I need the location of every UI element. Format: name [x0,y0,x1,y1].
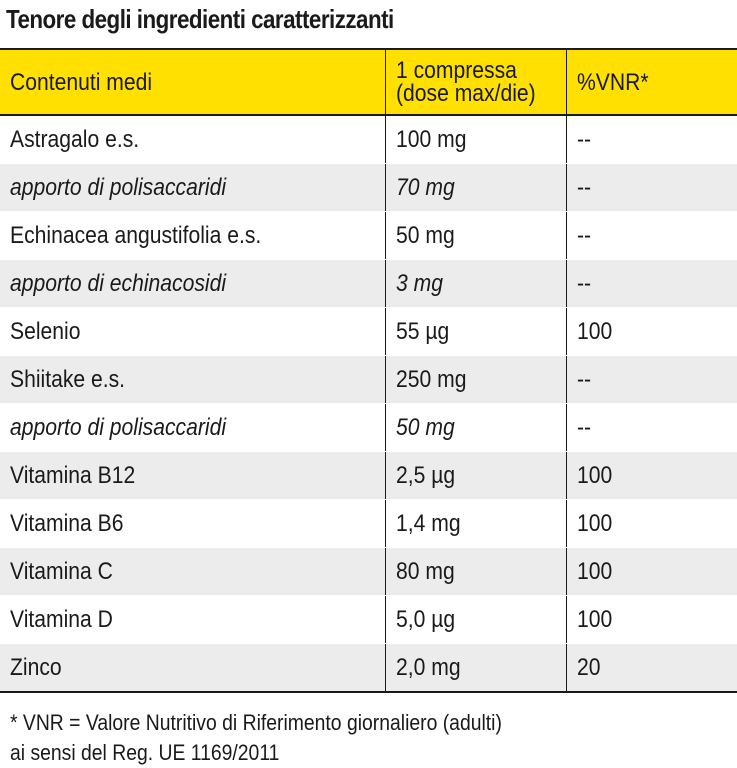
header-row [0,49,737,115]
table-row [0,452,737,500]
amount-cell: 250 mg [385,356,566,404]
table-row [0,308,737,356]
ingredient-name-cell: Vitamina C [0,548,385,596]
amount-cell: 2,5 µg [385,452,566,500]
table-title: Tenore degli ingredienti caratterizzanti [6,4,394,34]
table-row [0,500,737,548]
table-row [0,164,737,212]
ingredient-name-cell: Zinco [0,644,385,693]
vnr-cell: -- [566,356,737,404]
footnote [10,708,569,768]
ingredients-table-container [0,48,737,693]
amount-cell: 80 mg [385,548,566,596]
footnote-line2: ai sensi del Reg. UE 1169/2011 [10,740,280,765]
vnr-cell: 100 [566,452,737,500]
table-row [0,115,737,164]
amount-cell: 70 mg [385,164,566,212]
header-vnr: %VNR* [566,49,737,115]
table-row [0,260,737,308]
ingredient-name-cell: Shiitake e.s. [0,356,385,404]
amount-cell: 1,4 mg [385,500,566,548]
table-row [0,548,737,596]
ingredient-name-cell: Vitamina B12 [0,452,385,500]
table-row [0,596,737,644]
vnr-cell: 100 [566,308,737,356]
vnr-cell: 100 [566,596,737,644]
vnr-cell: -- [566,115,737,164]
header-compressa-line1: 1 compressa [395,57,517,84]
table-row [0,356,737,404]
header-compressa-line2: (dose max/die) [395,80,536,107]
ingredient-name-cell: Astragalo e.s. [0,115,385,164]
amount-cell: 100 mg [385,115,566,164]
ingredient-name-cell: apporto di echinacosidi [0,260,385,308]
amount-cell: 50 mg [385,404,566,452]
vnr-cell: 100 [566,500,737,548]
ingredient-name-cell: Echinacea angustifolia e.s. [0,212,385,260]
ingredient-name-cell: Selenio [0,308,385,356]
vnr-cell: -- [566,212,737,260]
amount-cell: 2,0 mg [385,644,566,693]
vnr-cell: -- [566,260,737,308]
ingredient-name-cell: Vitamina D [0,596,385,644]
table-row [0,644,737,693]
amount-cell: 3 mg [385,260,566,308]
footnote-line1: * VNR = Valore Nutritivo di Riferimento giornaliero (adulti) [10,710,502,735]
ingredient-name-cell: Vitamina B6 [0,500,385,548]
amount-cell: 5,0 µg [385,596,566,644]
ingredients-table [0,48,737,693]
table-row [0,212,737,260]
header-contenuti-medi: Contenuti medi [0,49,385,115]
table-row [0,404,737,452]
vnr-cell: 100 [566,548,737,596]
vnr-cell: -- [566,404,737,452]
vnr-cell: 20 [566,644,737,693]
amount-cell: 50 mg [385,212,566,260]
header-compressa [385,49,566,115]
vnr-cell: -- [566,164,737,212]
ingredient-name-cell: apporto di polisaccaridi [0,404,385,452]
ingredient-name-cell: apporto di polisaccaridi [0,164,385,212]
amount-cell: 55 µg [385,308,566,356]
